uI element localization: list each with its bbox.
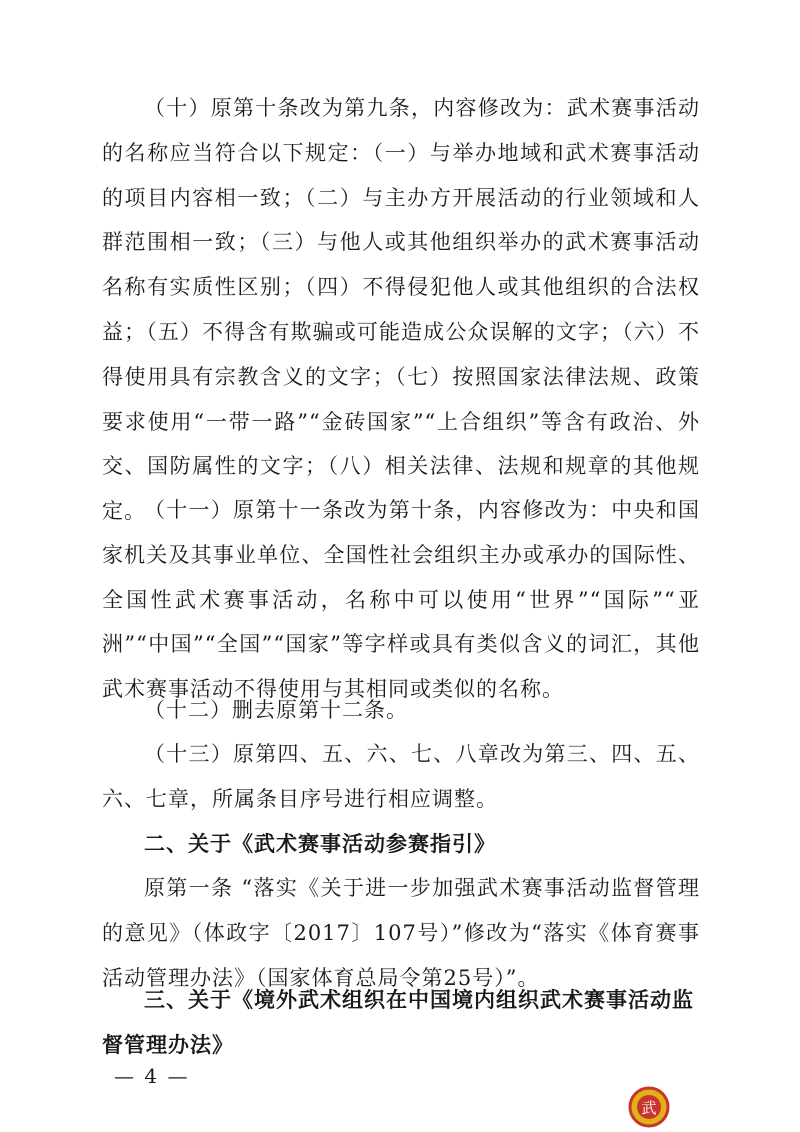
section-heading-3: 三、关于《境外武术组织在中国境内组织武术赛事活动监督管理办法》 xyxy=(102,988,694,1057)
page-number: — 4 — xyxy=(114,1064,190,1088)
paragraph-item-11: （十一）原第十一条改为第十条，内容修改为：中央和国家机关及其事业单位、全国性社会组织主办或承办的国际性、全国性武术赛事活动，名称中可以使用“世界”“国际”“亚洲”“中国”“全国”“国家”等字样或具有类似含义的词汇，其他武术赛事活动不得使用与其相同或类似的名称。 xyxy=(102,498,700,702)
paragraph-item-10: （十）原第十条改为第九条，内容修改为：武术赛事活动的名称应当符合以下规定：（一）与举办地域和武术赛事活动的项目内容相一致；（二）与主办方开展活动的行业领域和人群范围相一致；（三）与他人或其他组织举办的武术赛事活动名称有实质性区别；（四）不得侵犯他人或其他组织的合法权益；（五）不得含有欺骗或可能造成公众误解的文字；（六）不得使用具有宗教含义的文字；（七）按照国家法律法规、政策要求使用“一带一路”“金砖国家”“上合组织”等含有政治、外交、国防属性的文字；（八）相关法律、法规和规章的其他规定。 xyxy=(102,96,700,524)
paragraph-item-13: （十三）原第四、五、六、七、八章改为第三、四、五、六、七章，所属条目序号进行相应调整。 xyxy=(102,742,700,811)
paragraph-first-article: 原第一条 “落实《关于进一步加强武术赛事活动监督管理的意见》（体政字〔2017〕107号）”修改为“落实《体育赛事活动管理办法》（国家体育总局令第25号）”。 xyxy=(102,876,700,990)
svg-text:武: 武 xyxy=(641,1099,657,1117)
section-heading-2: 二、关于《武术赛事活动参赛指引》 xyxy=(144,832,496,856)
wushu-seal-logo xyxy=(628,1086,670,1128)
paragraph-item-12: （十二）删去原第十二条。 xyxy=(144,698,408,722)
